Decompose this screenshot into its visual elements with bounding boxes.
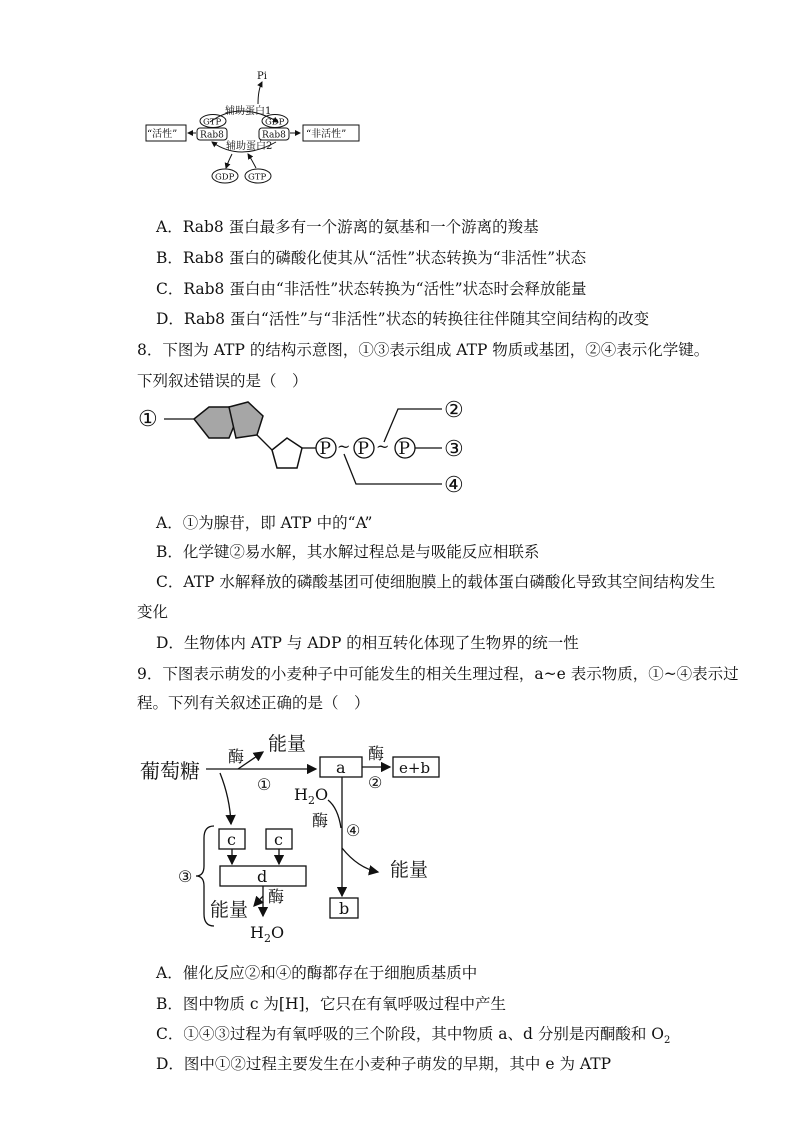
q9-enzyme-3: 酶 — [268, 887, 285, 906]
rab8-cycle-figure — [140, 66, 370, 190]
q9-box-c-left: c — [227, 830, 236, 849]
gdp-right-label: GDP — [265, 117, 285, 128]
q8-option-c: C．ATP 水解释放的磷酸基团可使细胞膜上的载体蛋白磷酸化导致其空间结构发生 — [156, 573, 716, 591]
q9-box-c-right: c — [274, 830, 283, 849]
q9-box-eb: e+b — [399, 759, 431, 777]
atp-p3: P — [398, 439, 410, 459]
respiration-figure — [138, 728, 468, 946]
q9-energy-bottom: 能量 — [210, 899, 249, 921]
gtp-left-label: GTP — [203, 117, 222, 128]
rab8-right-label: Rab8 — [262, 130, 286, 141]
q9-energy-top: 能量 — [268, 733, 307, 755]
q7-option-b: B．Rab8 蛋白的磷酸化使其从“活性”状态转换为“非活性”状态 — [156, 249, 587, 267]
q9-option-c — [156, 1024, 670, 1051]
atp-structure-figure — [136, 396, 476, 500]
atp-label-2: ② — [444, 398, 464, 423]
q9-enzyme-1: 酶 — [228, 747, 245, 766]
q8-stem-line2: 下列叙述错误的是（ ） — [137, 372, 308, 390]
q9-option-b: B．图中物质 c 为[H]，它只在有氧呼吸过程中产生 — [156, 995, 507, 1013]
q9-option-a: A．催化反应②和④的酶都存在于细胞质基质中 — [156, 964, 478, 982]
gtp-bottom-label: GTP — [248, 172, 267, 183]
q9-box-a: a — [336, 758, 346, 777]
q8-option-d: D．生物体内 ATP 与 ADP 的相互转化体现了生物界的统一性 — [156, 634, 579, 652]
q9-stem-line1: 9．下图表示萌发的小麦种子中可能发生的相关生理过程，a~e 表示物质，①~④表示过 — [137, 665, 739, 683]
rab8-left-label: Rab8 — [200, 130, 224, 141]
helper2-label: 辅助蛋白2 — [226, 141, 273, 152]
q9-num-3: ③ — [178, 867, 193, 886]
atp-p2: P — [357, 439, 369, 459]
q8-option-a: A．①为腺苷，即 ATP 中的“A” — [156, 514, 373, 532]
q9-energy-right: 能量 — [390, 859, 429, 881]
q8-stem-line1: 8．下图为 ATP 的结构示意图，①③表示组成 ATP 物质或基团，②④表示化学键。 — [137, 341, 710, 359]
active-label: “活性” — [147, 129, 178, 140]
inactive-label: “非活性” — [306, 129, 347, 140]
q9-num-1: ① — [257, 775, 272, 794]
q9-num-4: ④ — [346, 821, 361, 840]
helper1-label: 辅助蛋白1 — [225, 106, 272, 117]
atp-tilde2: ~ — [376, 437, 390, 456]
q7-option-d: D．Rab8 蛋白“活性”与“非活性”状态的转换往往伴随其空间结构的改变 — [156, 310, 650, 328]
glucose-label: 葡萄糖 — [140, 759, 200, 783]
atp-label-3: ③ — [444, 437, 464, 462]
atp-tilde1: ~ — [337, 437, 351, 456]
q9-option-d: D．图中①②过程主要发生在小麦种子萌发的早期，其中 e 为 ATP — [156, 1055, 611, 1073]
q9-box-d: d — [257, 867, 268, 886]
gdp-bottom-label: GDP — [215, 172, 235, 183]
q9-h2o-bottom: $H_2O$ — [250, 923, 285, 945]
q9-option-c-sub: 2 — [664, 1035, 671, 1047]
q8-option-c-cont: 变化 — [137, 603, 169, 621]
atp-label-1: ① — [138, 407, 158, 432]
q9-stem-line2: 程。下列有关叙述正确的是（ ） — [137, 694, 370, 712]
q7-option-a: A．Rab8 蛋白最多有一个游离的氨基和一个游离的羧基 — [156, 218, 539, 236]
pi-label: Pi — [257, 71, 267, 82]
q9-enzyme-2: 酶 — [368, 744, 385, 763]
q9-box-b: b — [339, 899, 350, 918]
atp-label-4: ④ — [444, 473, 464, 498]
q7-option-c: C．Rab8 蛋白由“非活性”状态转换为“活性”状态时会释放能量 — [156, 280, 587, 298]
q9-enzyme-4: 酶 — [312, 811, 329, 830]
q8-option-b: B．化学键②易水解，其水解过程总是与吸能反应相联系 — [156, 543, 540, 561]
atp-p1: P — [319, 439, 331, 459]
q9-h2o-top: $H_2O$ — [294, 785, 329, 807]
q9-option-c-text: C．①④③过程为有氧呼吸的三个阶段，其中物质 a、d 分别是丙酮酸和 O — [156, 1025, 665, 1043]
q9-num-2: ② — [368, 773, 383, 792]
